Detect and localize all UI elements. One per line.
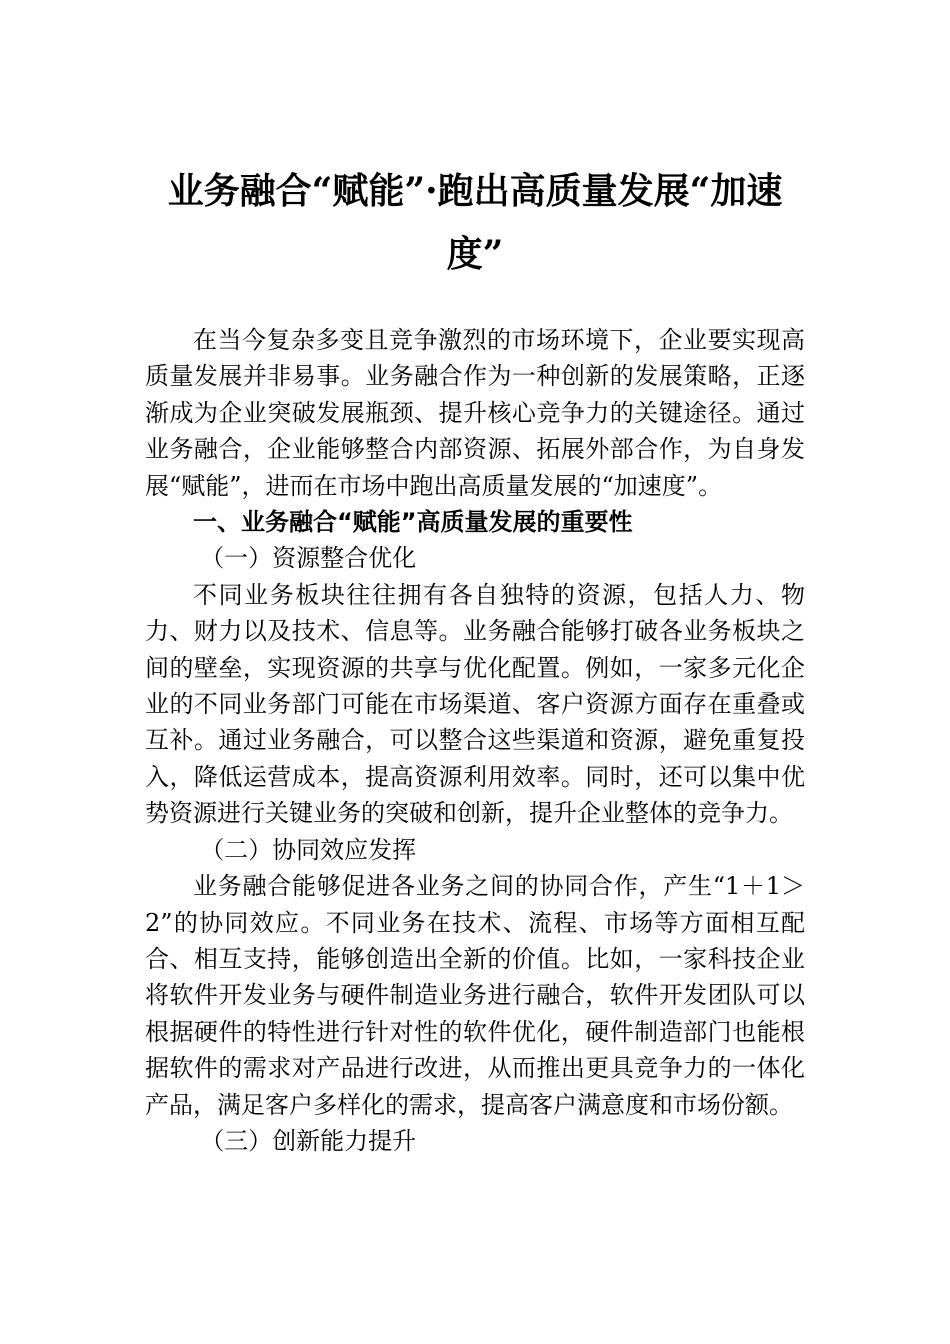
section-heading: 一、业务融合“赋能”高质量发展的重要性 (193, 508, 633, 537)
subsection-heading: （二）协同效应发挥 (200, 835, 417, 864)
document-title: 业务融合“赋能”·跑出高质量发展“加速度” (167, 170, 783, 275)
subsection-heading: （一）资源整合优化 (200, 544, 417, 573)
intro-paragraph: 在当今复杂多变且竞争激烈的市场环境下，企业要实现高质量发展并非易事。业务融合作为一种创新的发展策略，正逐渐成为企业突破发展瓶颈、提升核心竞争力的关键途径。通过业务融合，企业能够整合内部资源、拓展外部合作，为自身发展“赋能”，进而在市场中跑出高质量发展的“加速度”。 (145, 326, 805, 500)
subsection-heading: （三）创新能力提升 (200, 1126, 417, 1155)
document-body (145, 322, 805, 1159)
body-paragraph: 不同业务板块往往拥有各自独特的资源，包括人力、物力、财力以及技术、信息等。业务融合能够打破各业务板块之间的壁垒，实现资源的共享与优化配置。例如，一家多元化企业的不同业务部门可能在市场渠道、客户资源方面存在重叠或互补。通过业务融合，可以整合这些渠道和资源，避免重复投入，降低运营成本，提高资源利用效率。同时，还可以集中优势资源进行关键业务的突破和创新，提升企业整体的竞争力。 (145, 580, 805, 828)
body-paragraph: 业务融合能够促进各业务之间的协同合作，产生“1＋1＞2”的协同效应。不同业务在技术、流程、市场等方面相互配合、相互支持，能够创造出全新的价值。比如，一家科技企业将软件开发业务与硬件制造业务进行融合，软件开发团队可以根据硬件的特性进行针对性的软件优化，硬件制造部门也能根据软件的需求对产品进行改进，从而推出更具竞争力的一体化产品，满足客户多样化的需求，提高客户满意度和市场份额。 (145, 872, 805, 1119)
